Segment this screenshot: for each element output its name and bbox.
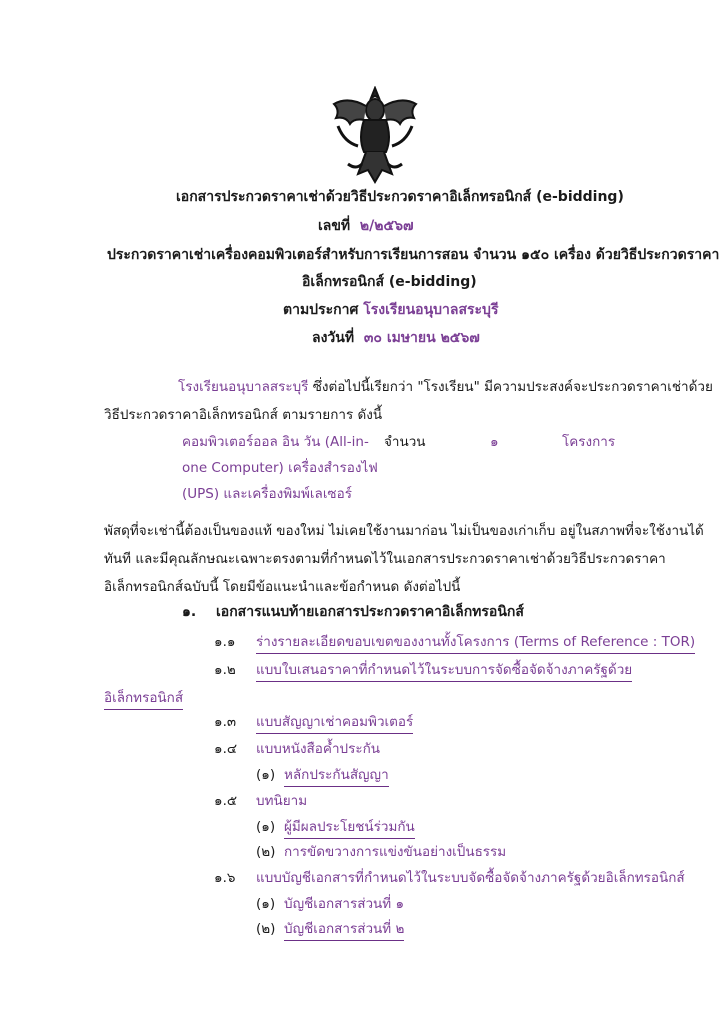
subject-line-1: ประกวดราคาเช่าเครื่องคอมพิวเตอร์สำหรับการเรียนการสอน จำนวน ๑๕๐ เครื่อง ด้วยวิธีประกวดราคา [107,247,720,263]
condition-line-1: พัสดุที่จะเช่านี้ต้องเป็นของแท้ ของใหม่ ไม่เคยใช้งานมาก่อน ไม่เป็นของเก่าเก็บ อยู่ในสภาพที่จะใช้งานได้ [104,523,704,539]
item-1-4-text: แบบหนังสือค้ำประกัน [256,741,380,757]
intro-line-1 [178,375,713,397]
item-1-4-number: ๑.๔ [214,741,238,757]
intro-line-2: วิธีประกวดราคาอิเล็กทรอนิกส์ ตามรายการ ดังนี้ [104,407,383,423]
item-1-5-sub-1-number: (๑) [256,819,276,835]
item-1-6-sub-2-link[interactable]: บัญชีเอกสารส่วนที่ ๒ [284,917,404,941]
item-1-4-sub-1-link[interactable]: หลักประกันสัญญา [284,763,389,787]
item-1-6-sub-1-number: (๑) [256,896,276,912]
intro-org: โรงเรียนอนุบาลสระบุรี [178,379,309,395]
doc-no-value: ๒/๒๕๖๗ [359,218,414,234]
item-1-5-number: ๑.๕ [214,793,238,809]
item-1-6-sub-2-number: (๒) [256,921,276,937]
item-1-4-sub-1-number: (๑) [256,767,276,783]
announce-org: โรงเรียนอนุบาลสระบุรี [363,302,499,318]
condition-line-2: ทันที และมีคุณลักษณะเฉพาะตรงตามที่กำหนดไว้ในเอกสารประกวดราคาเช่าด้วยวิธีประกวดราคา [104,551,666,567]
item-1-2-link-continuation[interactable]: อิเล็กทรอนิกส์ [104,686,183,710]
item-description-line-1: คอมพิวเตอร์ออล อิน วัน (All-in- [182,434,369,450]
subject-line-2: อิเล็กทรอนิกส์ (e-bidding) [302,274,477,290]
item-1-5-sub-1-link[interactable]: ผู้มีผลประโยชน์ร่วมกัน [284,815,415,839]
item-1-3-number: ๑.๓ [214,714,237,730]
document-number [318,215,414,237]
intro-line-1-rest: ซึ่งต่อไปนี้เรียกว่า "โรงเรียน" มีความประสงค์จะประกวดราคาเช่าด้วย [312,379,713,395]
garuda-emblem-icon [328,86,422,186]
section-1-number: ๑. [182,604,197,620]
item-1-2-link[interactable]: แบบใบเสนอราคาที่กำหนดไว้ในระบบการจัดซื้อจัดจ้างภาครัฐด้วย [256,658,632,682]
announce-label: ตามประกาศ [283,302,359,318]
item-1-5-sub-2-text: การขัดขวางการแข่งขันอย่างเป็นธรรม [284,844,507,860]
date-line [312,327,480,349]
item-quantity-value: ๑ [490,434,499,450]
item-quantity-label: จำนวน [384,434,426,450]
item-1-6-number: ๑.๖ [214,870,236,886]
section-1-title: เอกสารแนบท้ายเอกสารประกวดราคาอิเล็กทรอนิกส์ [216,604,524,620]
item-1-6-text: แบบบัญชีเอกสารที่กำหนดไว้ในระบบจัดซื้อจัดจ้างภาครัฐด้วยอิเล็กทรอนิกส์ [256,870,685,886]
item-description-line-2: one Computer) เครื่องสำรองไฟ [182,460,378,476]
date-value: ๓๐ เมษายน ๒๕๖๗ [363,330,480,346]
condition-line-3: อิเล็กทรอนิกส์ฉบับนี้ โดยมีข้อแนะนำและข้อกำหนด ดังต่อไปนี้ [104,579,461,595]
item-1-2-number: ๑.๒ [214,662,236,678]
item-1-6-sub-1-text: บัญชีเอกสารส่วนที่ ๑ [284,896,405,912]
item-1-5-sub-2-number: (๒) [256,844,276,860]
item-1-1-link[interactable]: ร่างรายละเอียดขอบเขตของงานทั้งโครงการ (Terms of Reference : TOR) [256,630,695,654]
announcement-line [283,299,498,321]
document-title: เอกสารประกวดราคาเช่าด้วยวิธีประกวดราคาอิเล็กทรอนิกส์ (e-bidding) [176,189,624,205]
item-description-line-3: (UPS) และเครื่องพิมพ์เลเซอร์ [182,486,352,502]
item-1-3-link[interactable]: แบบสัญญาเช่าคอมพิวเตอร์ [256,710,413,734]
item-1-1-number: ๑.๑ [214,634,236,650]
item-unit: โครงการ [562,434,616,450]
date-label: ลงวันที่ [312,330,355,346]
doc-no-label: เลขที่ [318,218,351,234]
item-1-5-text: บทนิยาม [256,793,308,809]
